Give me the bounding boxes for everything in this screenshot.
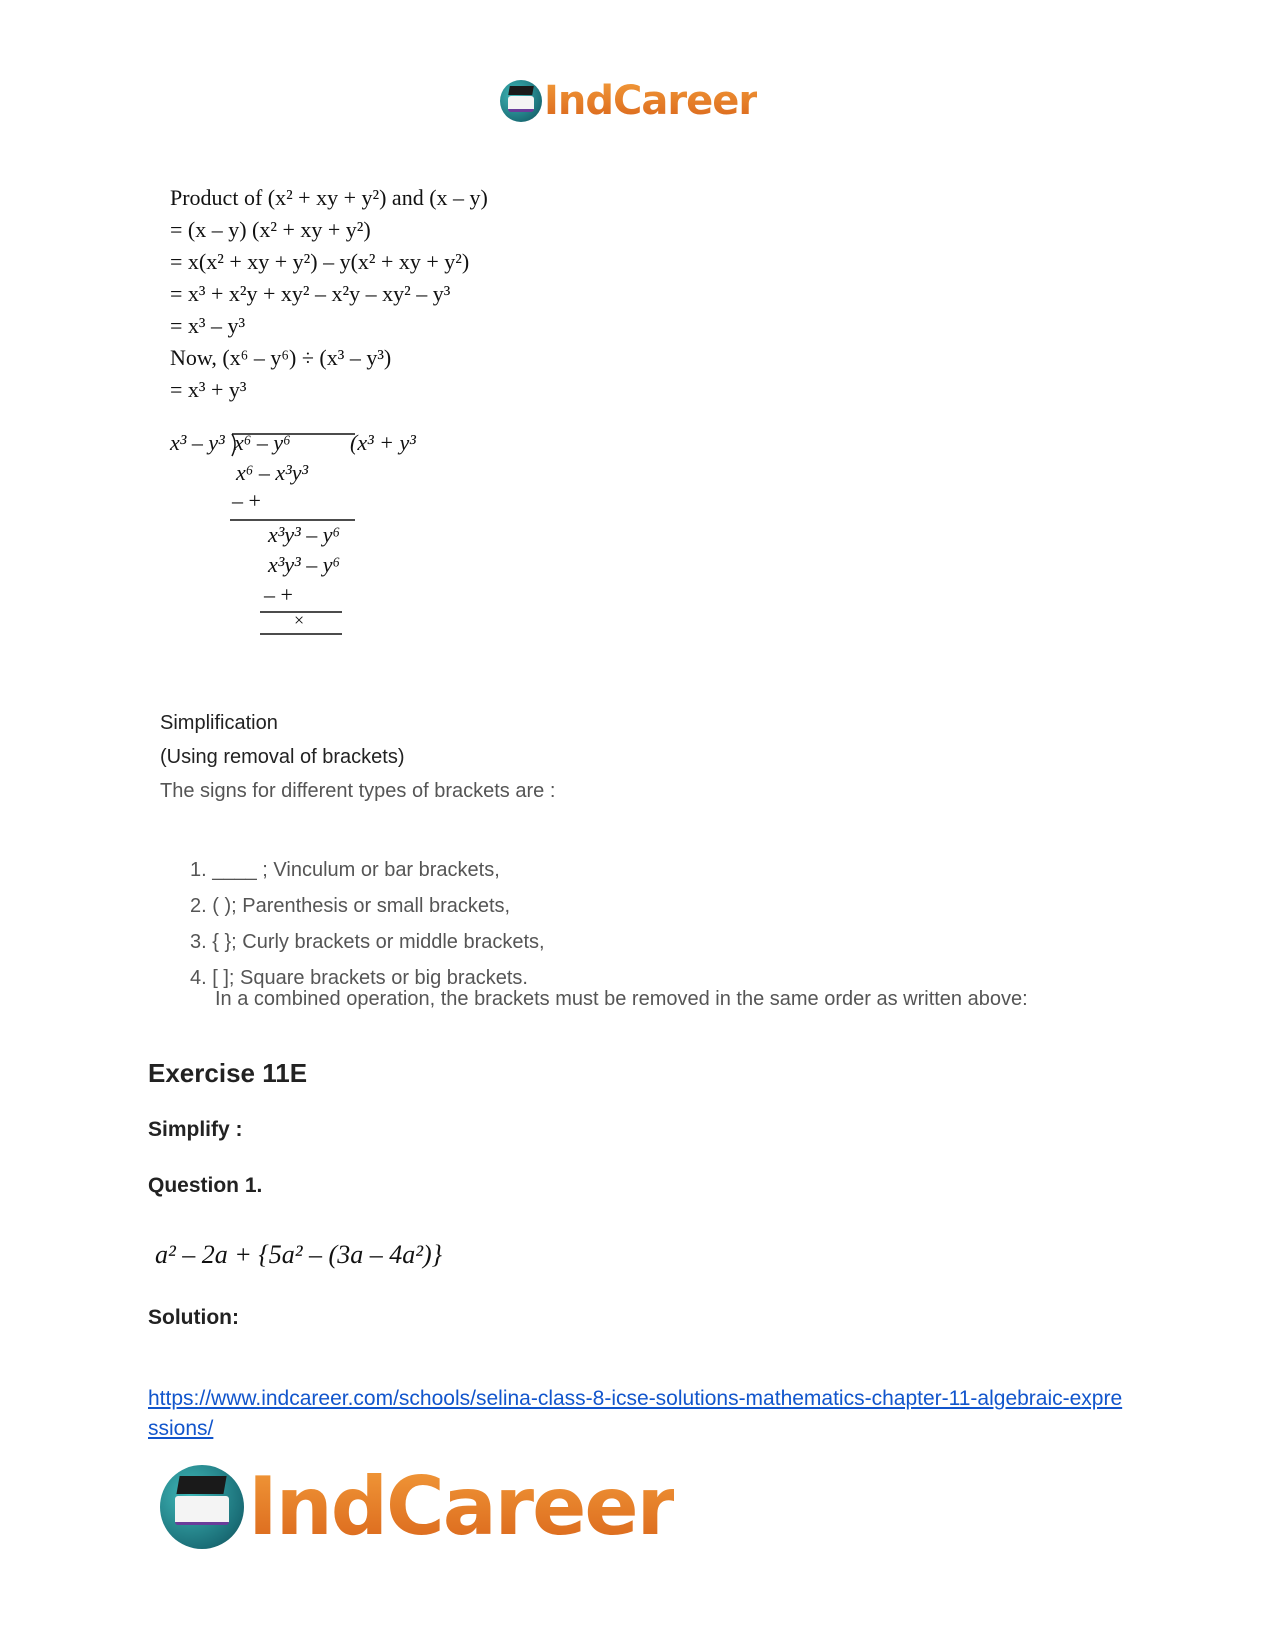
dividend: x⁶ – y⁶	[234, 430, 291, 455]
instruction-label: Simplify :	[148, 1118, 243, 1141]
list-item: 4. [ ]; Square brackets or big brackets.	[190, 967, 528, 989]
math-line: Now, (x⁶ – y⁶) ÷ (x³ – y³)	[170, 345, 392, 370]
product-working	[170, 182, 488, 406]
math-line: = x(x² + xy + y²) – y(x² + xy + y²)	[170, 249, 470, 274]
quotient: (x³ + y³	[350, 430, 416, 455]
brand-name: IndCareer	[248, 1460, 675, 1553]
math-line: = x³ + x²y + xy² – x²y – xy² – y³	[170, 281, 451, 306]
math-line: = x³ – y³	[170, 313, 246, 338]
graduation-cap-icon	[160, 1465, 244, 1549]
list-item: 2. ( ); Parenthesis or small brackets,	[190, 895, 511, 917]
brackets-intro: The signs for different types of brackets are :	[160, 780, 556, 802]
signs-2: – +	[264, 582, 293, 607]
brand-logo-bottom	[160, 1460, 674, 1553]
simplification-heading: Simplification	[160, 712, 278, 734]
source-link[interactable]: https://www.indcareer.com/schools/selina-class-8-icse-solutions-mathematics-chapter-11-algebraic-expressions/	[148, 1387, 1123, 1440]
question-label: Question 1.	[148, 1174, 263, 1197]
bracket-types-list	[190, 852, 545, 996]
signs-1: – +	[232, 488, 261, 513]
math-line: = (x – y) (x² + xy + y²)	[170, 217, 371, 242]
brand-logo-top	[500, 78, 757, 124]
simplification-subheading: (Using removal of brackets)	[160, 746, 405, 768]
list-item: 3. { }; Curly brackets or middle brackets,	[190, 931, 545, 953]
divisor: x³ – y³	[170, 430, 225, 455]
question-expression: a² – 2a + {5a² – (3a – 4a²)}	[155, 1240, 443, 1269]
remainder-1: x³y³ – y⁶	[268, 522, 341, 547]
exercise-title: Exercise 11E	[148, 1058, 308, 1088]
math-line: Product of (x² + xy + y²) and (x – y)	[170, 185, 488, 210]
subtract-step-2: x³y³ – y⁶	[268, 552, 341, 577]
combined-operation-note: In a combined operation, the brackets must be removed in the same order as written above:	[215, 988, 1028, 1010]
graduation-cap-icon	[500, 80, 542, 122]
final-remainder: ×	[294, 610, 305, 630]
subtract-step-1: x⁶ – x³y³	[236, 460, 309, 485]
solution-label: Solution:	[148, 1306, 239, 1329]
brand-name: IndCareer	[544, 78, 758, 124]
list-item: 1. ____ ; Vinculum or bar brackets,	[190, 859, 500, 881]
math-line: = x³ + y³	[170, 377, 247, 402]
